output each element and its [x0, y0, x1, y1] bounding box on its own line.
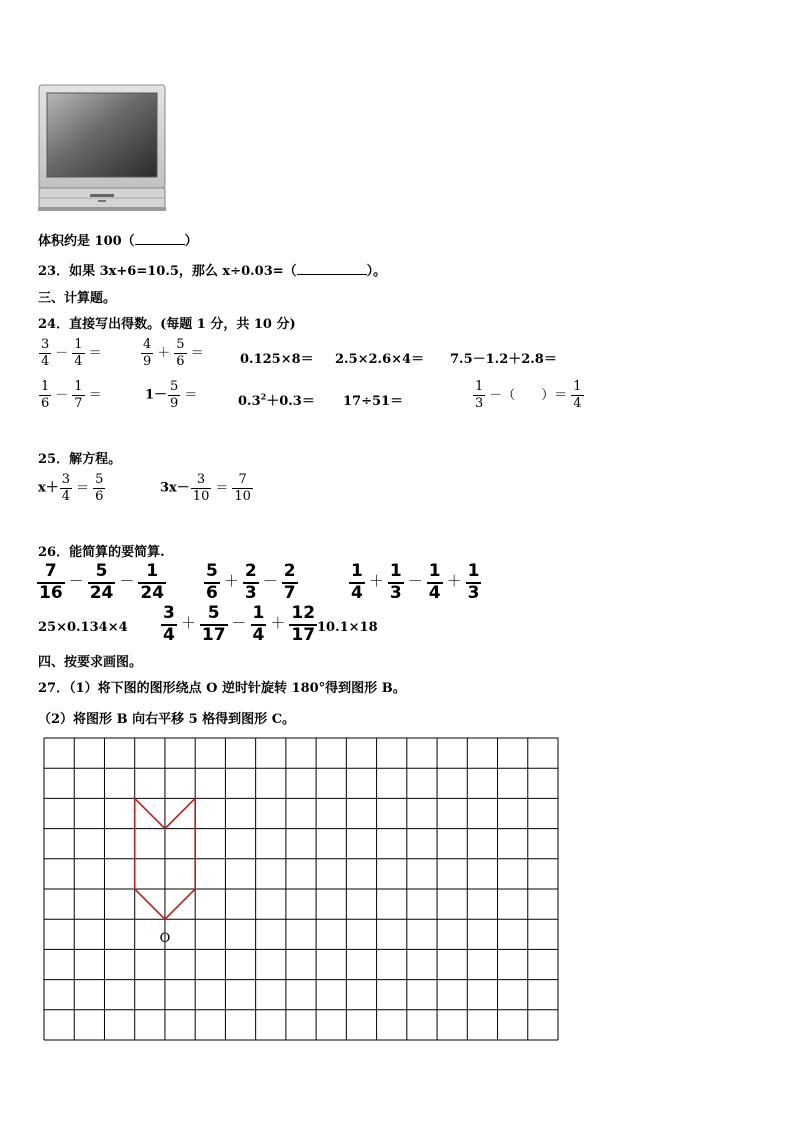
q22-answer-blank[interactable]: [135, 234, 185, 245]
q26-expr-6: 10.1×18: [317, 620, 378, 635]
operator: ＋: [368, 572, 384, 591]
fraction: $\frac{1}{7}$: [74, 379, 83, 411]
fraction: $\frac{5}{17}$: [201, 603, 226, 645]
q23-line: 23．如果 3x+6=10.5，那么 x÷0.03=（ ）。: [38, 264, 387, 279]
q26-expr-1: [36, 563, 167, 603]
operator: ＋: [446, 572, 462, 591]
q25-title: 25．解方程。: [38, 452, 122, 467]
q27-part-1: 27．（1）将下图的图形绕点 O 逆时针旋转 180°得到图形 B。: [38, 681, 406, 696]
q24-expr-3: 0.125×8＝: [240, 352, 314, 367]
section-3-title: 三、计算题。: [38, 291, 117, 306]
q24-expr-5: 7.5－1.2＋2.8＝: [450, 352, 557, 367]
fraction: $\frac{4}{9}$: [143, 337, 152, 369]
fraction: $\frac{1}{24}$: [140, 561, 165, 603]
q22-line: 体积约是 100（ ）: [38, 234, 198, 249]
q26-title: 26．能简算的要简算.: [38, 545, 165, 560]
fraction: $\frac{5}{24}$: [89, 561, 114, 603]
fraction: $\frac{1}{4}$: [428, 561, 441, 603]
fraction: $\frac{1}{4}$: [573, 379, 582, 411]
q24-expr-4: 2.5×2.6×4＝: [335, 352, 425, 367]
fraction: $\frac{1}{3}$: [389, 561, 402, 603]
operator: －: [407, 572, 423, 591]
fraction: $\frac{7}{16}$: [39, 561, 63, 603]
fraction: $\frac{5}{6}$: [206, 561, 218, 603]
fraction: $\frac{1}{4}$: [74, 337, 83, 369]
operator: ＋: [223, 572, 239, 591]
operator: －: [231, 614, 247, 633]
fraction: $\frac{1}{3}$: [475, 379, 484, 411]
q24-expr-2: $\frac{4}{9}$ ＋ $\frac{5}{6}$ ＝: [143, 337, 204, 369]
fraction: $\frac{1}{6}$: [41, 379, 50, 411]
q27-part-2: （2）将图形 B 向右平移 5 格得到图形 C。: [38, 712, 296, 727]
point-o-label: O: [159, 931, 171, 947]
tv-image: [38, 84, 166, 211]
drawing-grid[interactable]: [43, 737, 559, 1041]
tv-illustration: [38, 84, 166, 211]
fraction: $\frac{2}{7}$: [283, 561, 296, 603]
fraction: $\frac{3}{4}$: [163, 603, 175, 645]
section-4-title: 四、按要求画图。: [38, 655, 143, 670]
q26-expr-5: [160, 605, 318, 645]
fraction: $\frac{1}{3}$: [467, 561, 480, 603]
grid-lines: [44, 738, 558, 1040]
fraction: $\frac{5}{6}$: [95, 472, 104, 504]
q26-expr-4: 25×0.134×4: [38, 620, 128, 635]
fraction: $\frac{3}{4}$: [61, 472, 71, 504]
operator: ＋: [270, 614, 286, 633]
q23-answer-blank[interactable]: [297, 264, 367, 275]
q24-expr-1: $\frac{3}{4}$ － $\frac{1}{4}$ ＝: [41, 337, 102, 369]
q24-expr-7: 1－ $\frac{5}{9}$ ＝: [145, 379, 198, 411]
q26-expr-2: [203, 563, 299, 603]
fraction: $\frac{1}{4}$: [351, 561, 363, 603]
operator: －: [119, 572, 135, 591]
q25-equation-2: 3x－ $\frac{3}{10}$ ＝ $\frac{7}{10}$: [160, 472, 251, 504]
q24-title: 24．直接写出得数。(每题 1 分，共 10 分): [38, 317, 296, 332]
fraction: $\frac{3}{10}$: [192, 472, 210, 504]
operator: －: [262, 572, 278, 591]
q24-expr-9: 17÷51＝: [343, 394, 404, 409]
operator: ＋: [180, 614, 196, 633]
fraction: $\frac{3}{4}$: [41, 337, 50, 369]
q24-expr-8: $0.3^2+0.3=$: [238, 391, 315, 409]
fraction: $\frac{2}{3}$: [244, 561, 257, 603]
q26-expr-3: [348, 563, 482, 603]
fraction: $\frac{5}{6}$: [176, 337, 185, 369]
fraction: $\frac{7}{10}$: [234, 472, 251, 504]
q24-expr-10: $\frac{1}{3}$ －（ ）＝ $\frac{1}{4}$: [475, 379, 582, 411]
operator: －: [68, 572, 84, 591]
q24-expr-6: $\frac{1}{6}$ － $\frac{1}{7}$ ＝: [41, 379, 102, 411]
fraction: $\frac{5}{9}$: [170, 379, 179, 411]
fraction: $\frac{1}{4}$: [252, 603, 265, 645]
q25-equation-1: x＋ $\frac{3}{4}$ ＝ $\frac{5}{6}$: [38, 472, 104, 504]
fraction: $\frac{12}{17}$: [291, 603, 316, 645]
